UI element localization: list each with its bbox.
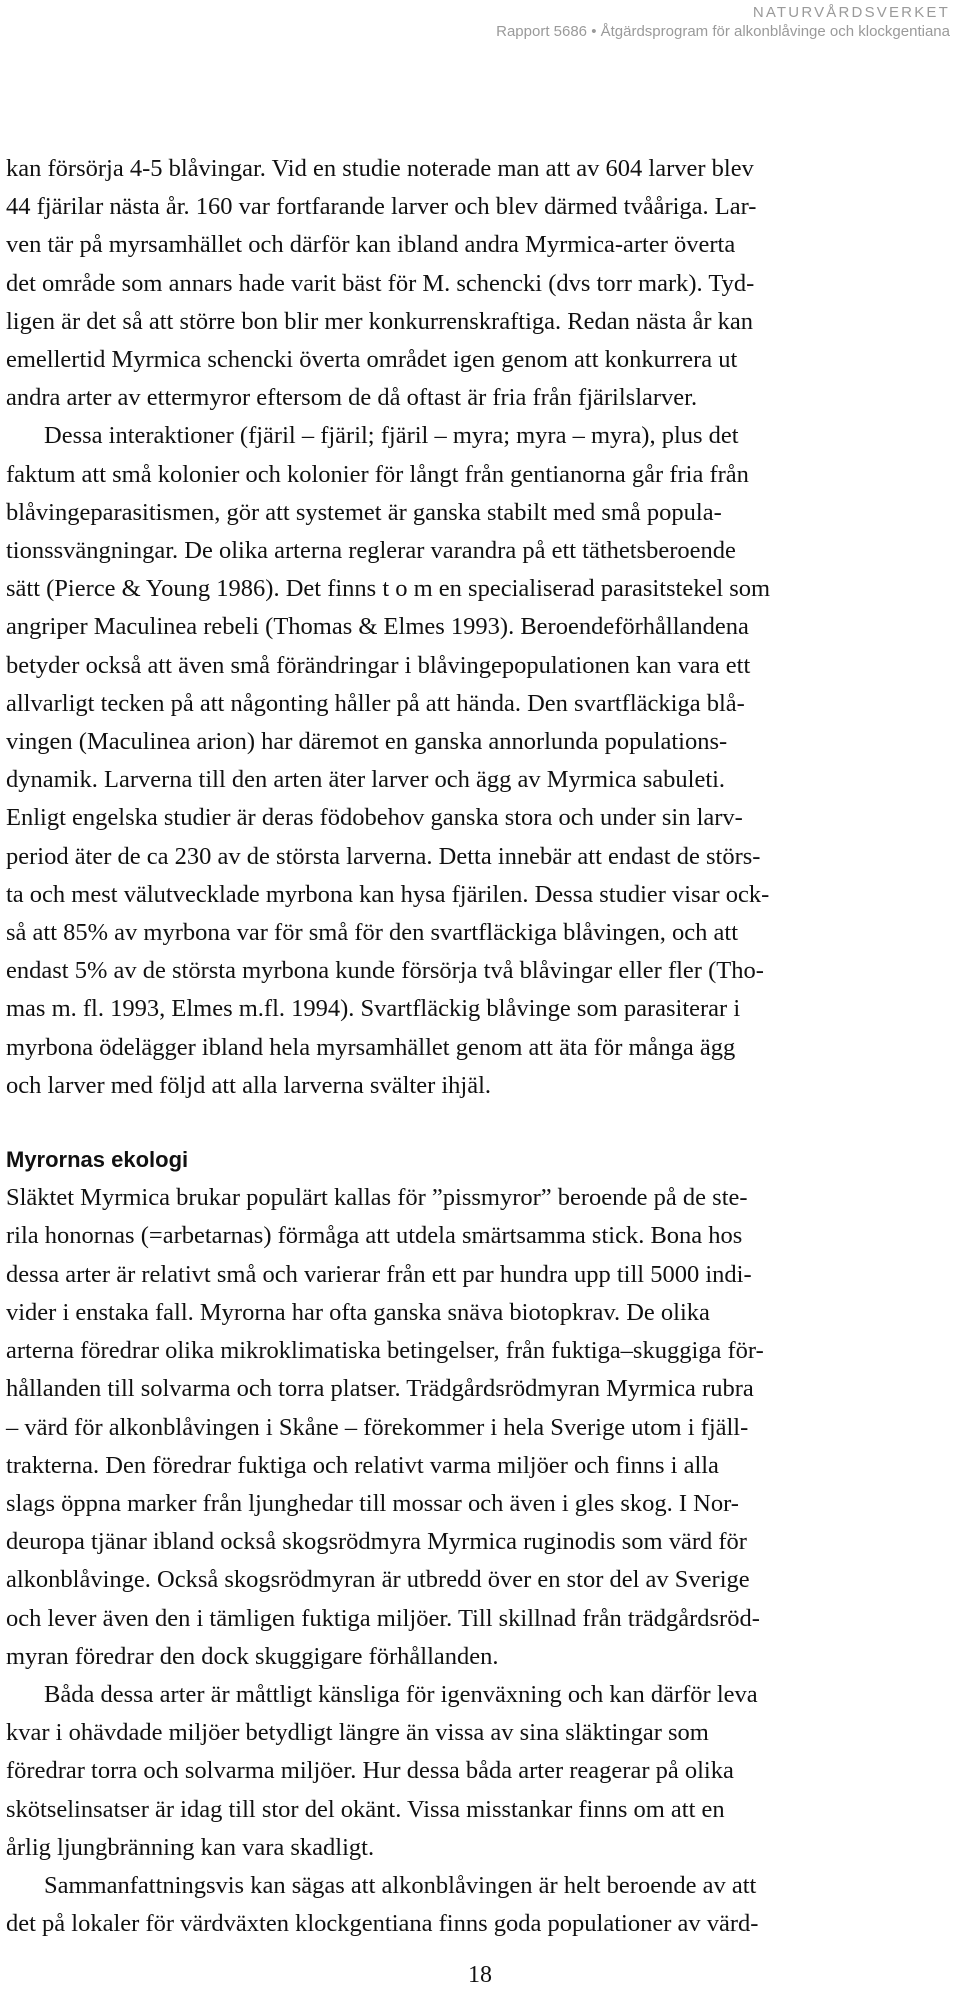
text-line: och larver med följd att alla larverna svälter ihjäl. (6, 1071, 492, 1099)
text-line: angriper Maculinea rebeli (Thomas & Elmes 1993). Beroendeförhållandena (6, 613, 749, 641)
text-line: ligen är det så att större bon blir mer konkurrenskraftiga. Redan nästa år kan (6, 307, 753, 335)
page-number: 18 (468, 1962, 492, 1988)
text-line: blåvingeparasitismen, gör att systemet är ganska stabilt med små popula- (6, 498, 722, 526)
text-line: dessa arter är relativt små och varierar från ett par hundra upp till 5000 indi- (6, 1260, 752, 1288)
text-line: endast 5% av de största myrbona kunde försörja två blåvingar eller fler (Tho- (6, 957, 764, 985)
text-line: så att 85% av myrbona var för små för den svartfläckiga blåvingen, och att (6, 919, 739, 947)
paragraph-5 (6, 1867, 960, 1943)
text-line: ven tär på myrsamhället och därför kan ibland andra Myrmica-arter överta (6, 231, 736, 259)
text-line: emellertid Myrmica schencki överta området igen genom att konkurrera ut (6, 346, 738, 374)
text-line: myrbona ödelägger ibland hela myrsamhället genom att äta för många ägg (6, 1033, 736, 1061)
text-line: och lever även den i tämligen fuktiga miljöer. Till skillnad från trädgårdsröd- (6, 1604, 760, 1632)
text-line: faktum att små kolonier och kolonier för långt från gentianorna går fria från (6, 460, 749, 488)
text-line: skötselinsatser är idag till stor del okänt. Vissa misstankar finns om att en (6, 1795, 725, 1823)
document-body (6, 150, 960, 1943)
text-line: arterna föredrar olika mikroklimatiska betingelser, från fuktiga–skuggiga för- (6, 1337, 764, 1365)
text-line: kvar i ohävdade miljöer betydligt längre än vissa av sina släktingar som (6, 1719, 709, 1747)
header-org: NATURVÅRDSVERKET (752, 4, 950, 21)
text-line: 44 fjärilar nästa år. 160 var fortfarande larver och blev därmed tvååriga. Lar- (6, 193, 757, 221)
text-line: årlig ljungbränning kan vara skadligt. (6, 1833, 375, 1861)
text-line: rila honornas (=arbetarnas) förmåga att utdela smärtsamma stick. Bona hos (6, 1222, 743, 1250)
text-line: allvarligt tecken på att någonting håller på att hända. Den svartfläckiga blå- (6, 689, 745, 717)
text-line: det område som annars hade varit bäst för M. schencki (dvs torr mark). Tyd- (6, 269, 755, 297)
paragraph-4 (6, 1676, 960, 1867)
text-line: Enligt engelska studier är deras födobehov ganska stora och under sin larv- (6, 804, 743, 832)
text-line: mas m. fl. 1993, Elmes m.fl. 1994). Svartfläckig blåvinge som parasiterar i (6, 995, 741, 1023)
text-line: Båda dessa arter är måttligt känsliga för igenväxning och kan därför leva (44, 1680, 758, 1708)
text-line: sätt (Pierce & Young 1986). Det finns t o m en specialiserad parasitstekel som (6, 575, 771, 603)
text-line: Dessa interaktioner (fjäril – fjäril; fjäril – myra; myra – myra), plus det (44, 422, 739, 450)
paragraph-2 (6, 417, 960, 1105)
running-header (496, 4, 950, 42)
paragraph-3 (6, 1179, 960, 1676)
text-line: period äter de ca 230 av de största larverna. Detta innebär att endast de störs- (6, 842, 761, 870)
text-line: vingen (Maculinea arion) har däremot en ganska annorlunda populations- (6, 728, 728, 756)
text-line: vider i enstaka fall. Myrorna har ofta ganska snäva biotopkrav. De olika (6, 1298, 710, 1326)
text-line: dynamik. Larverna till den arten äter larver och ägg av Myrmica sabuleti. (6, 766, 726, 794)
text-line: betyder också att även små förändringar i blåvingepopulationen kan vara ett (6, 651, 751, 679)
text-line: föredrar torra och solvarma miljöer. Hur dessa båda arter reagerar på olika (6, 1757, 734, 1785)
text-line: trakterna. Den föredrar fuktiga och relativt varma miljöer och finns i alla (6, 1451, 719, 1479)
text-line: – värd för alkonblåvingen i Skåne – förekommer i hela Sverige utom i fjäll- (6, 1413, 749, 1441)
text-line: myran föredrar den dock skuggigare förhållanden. (6, 1642, 499, 1670)
text-line: tionssvängningar. De olika arterna reglerar varandra på ett täthetsberoende (6, 537, 736, 565)
text-line: alkonblåvinge. Också skogsrödmyran är utbredd över en stor del av Sverige (6, 1566, 750, 1594)
text-line: hållanden till solvarma och torra platser. Trädgårdsrödmyran Myrmica rubra (6, 1375, 754, 1403)
text-line: andra arter av ettermyror eftersom de då oftast är fria från fjärilslarver. (6, 384, 698, 412)
section-heading: Myrornas ekologi (6, 1147, 189, 1173)
header-report-title: Rapport 5686 • Åtgärdsprogram för alkonblåvinge och klockgentiana (496, 23, 950, 40)
paragraph-1 (6, 150, 960, 417)
text-line: Släktet Myrmica brukar populärt kallas för ”pissmyror” beroende på de ste- (6, 1184, 748, 1212)
text-line: kan försörja 4-5 blåvingar. Vid en studie noterade man att av 604 larver blev (6, 155, 754, 182)
text-line: ta och mest välutvecklade myrbona kan hysa fjärilen. Dessa studier visar ock- (6, 880, 770, 908)
text-line: deuropa tjänar ibland också skogsrödmyra Myrmica ruginodis som värd för (6, 1528, 747, 1556)
text-line: det på lokaler för värdväxten klockgentiana finns goda populationer av värd- (6, 1910, 759, 1938)
text-line: Sammanfattningsvis kan sägas att alkonblåvingen är helt beroende av att (44, 1871, 757, 1899)
text-line: slags öppna marker från ljunghedar till mossar och även i gles skog. I Nor- (6, 1489, 739, 1517)
